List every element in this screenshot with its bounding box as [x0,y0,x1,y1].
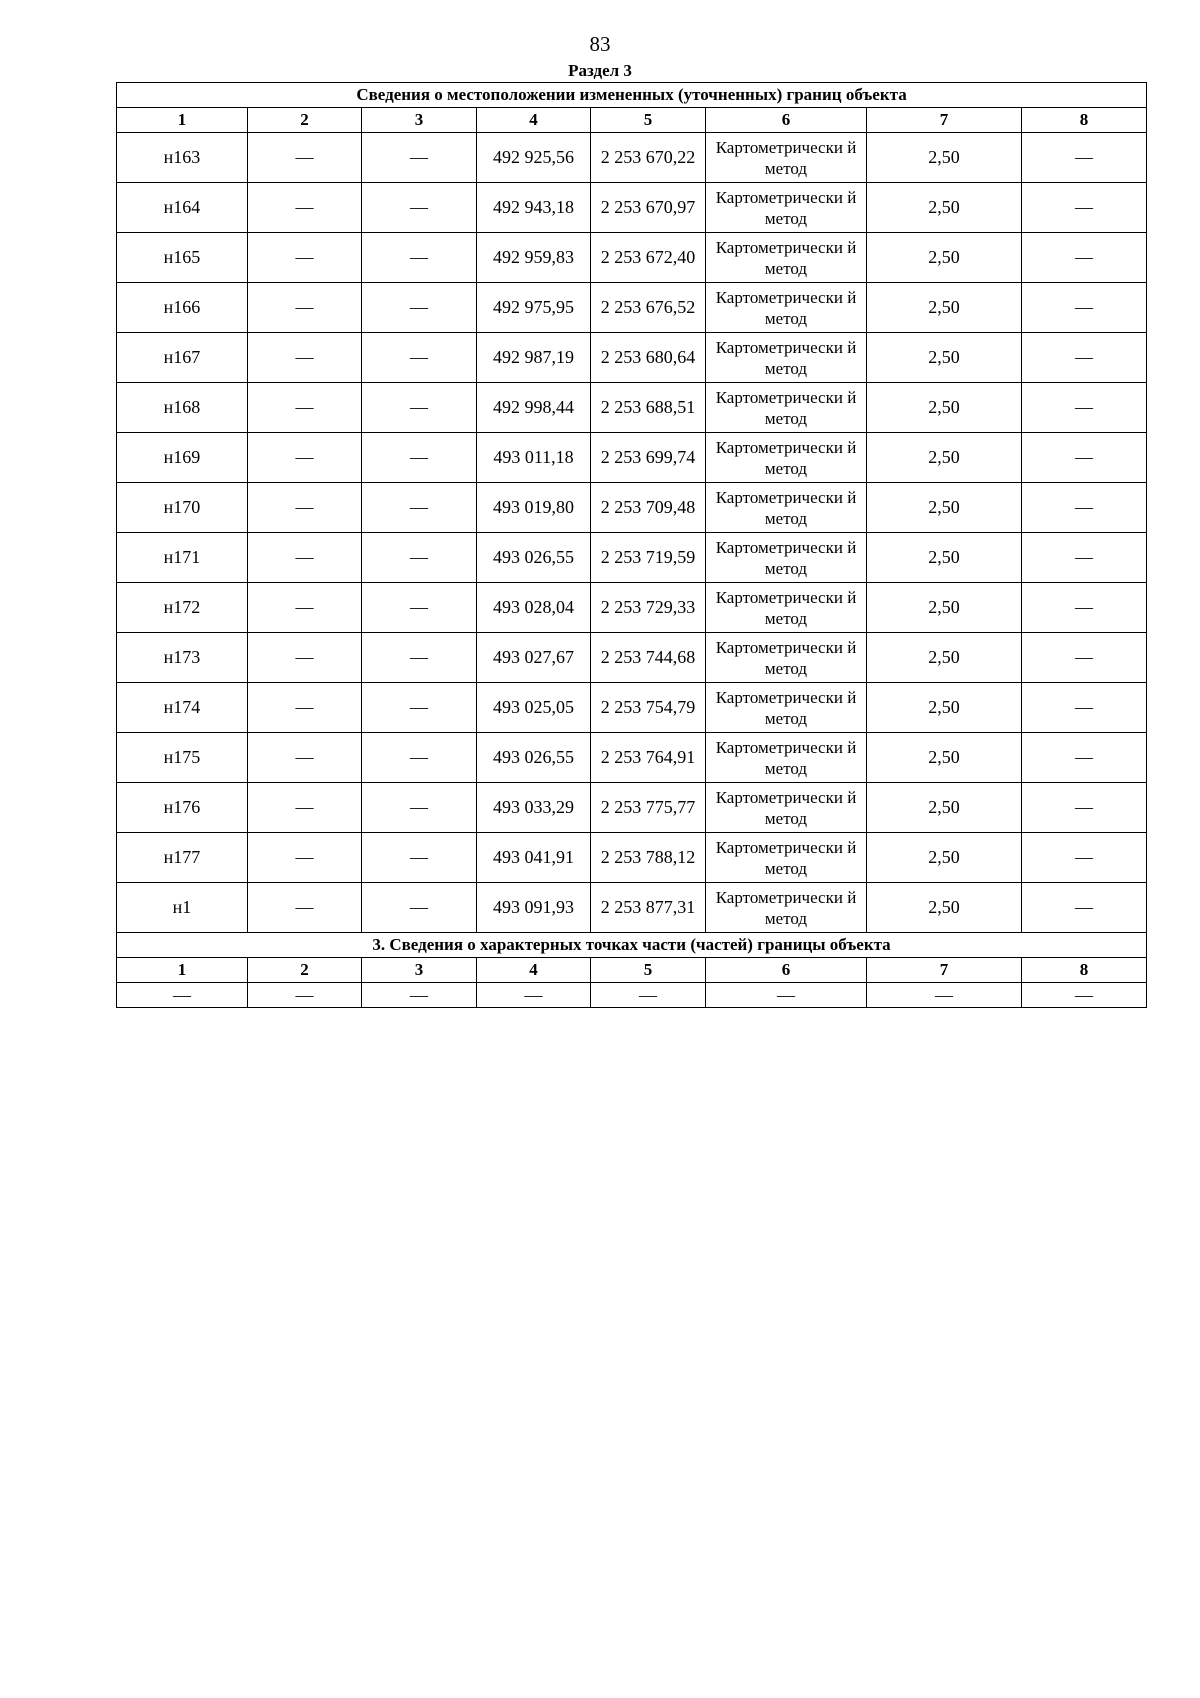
table-cell: — [248,483,362,533]
table-cell: — [248,383,362,433]
table-cell: — [591,983,706,1008]
part-title: 3. Сведения о характерных точках части (частей) границы объекта [117,933,1147,958]
table-cell: 2 253 775,77 [591,783,706,833]
table-cell: — [477,983,591,1008]
column-header: 7 [867,958,1022,983]
column-header: 8 [1022,958,1147,983]
table-cell: — [362,783,477,833]
table-row [117,883,1147,933]
column-header: 5 [591,958,706,983]
table-cell: 2 253 788,12 [591,833,706,883]
table-cell: — [867,983,1022,1008]
table-cell: — [362,833,477,883]
table-cell: — [362,433,477,483]
table-row [117,783,1147,833]
table-cell: 492 925,56 [477,133,591,183]
table-cell: 2,50 [867,133,1022,183]
table-row [117,283,1147,333]
table-row [117,483,1147,533]
table-row [117,183,1147,233]
table-cell: — [362,183,477,233]
table-cell: — [248,433,362,483]
table-cell: 2,50 [867,533,1022,583]
table-row [117,833,1147,883]
page-number: 83 [589,32,611,56]
table-cell: Картометрически й метод [706,633,867,683]
part-header-row [117,958,1147,983]
table-cell: н169 [117,433,248,483]
table-cell: Картометрически й метод [706,583,867,633]
table-cell: 2,50 [867,483,1022,533]
table-cell: — [362,583,477,633]
table-cell: н177 [117,833,248,883]
table-cell: — [248,133,362,183]
table-cell: — [362,283,477,333]
table-cell: н167 [117,333,248,383]
table-cell: 493 019,80 [477,483,591,533]
table-cell: 493 028,04 [477,583,591,633]
column-header: 3 [362,108,477,133]
table-cell: 492 987,19 [477,333,591,383]
table-cell: 2,50 [867,733,1022,783]
column-header: 4 [477,108,591,133]
column-header: 1 [117,108,248,133]
table-cell: 2,50 [867,783,1022,833]
table-cell: 2 253 764,91 [591,733,706,783]
table-row [117,383,1147,433]
table-cell: 493 033,29 [477,783,591,833]
table-cell: 492 943,18 [477,183,591,233]
table-cell: — [1022,133,1147,183]
table-cell: н173 [117,633,248,683]
table-cell: — [1022,783,1147,833]
column-header: 1 [117,958,248,983]
table-cell: 2,50 [867,633,1022,683]
table-title: Сведения о местоположении измененных (уточненных) границ объекта [117,83,1147,108]
column-header: 5 [591,108,706,133]
table-cell: — [1022,733,1147,783]
column-header: 4 [477,958,591,983]
table-cell: — [362,883,477,933]
table-cell: 2,50 [867,183,1022,233]
table-cell: н164 [117,183,248,233]
column-header: 6 [706,108,867,133]
boundary-table [116,82,1147,1008]
table-cell: 2,50 [867,233,1022,283]
table-cell: 493 026,55 [477,533,591,583]
table-cell: — [1022,183,1147,233]
table-cell: — [362,483,477,533]
table-cell: 2,50 [867,383,1022,433]
table-cell: 493 011,18 [477,433,591,483]
table-cell: н172 [117,583,248,633]
table-cell: — [1022,333,1147,383]
table-cell: 493 027,67 [477,633,591,683]
table-cell: 493 025,05 [477,683,591,733]
table-cell: — [362,633,477,683]
table-cell: 492 975,95 [477,283,591,333]
table-row [117,133,1147,183]
table-row [117,683,1147,733]
header-row [117,108,1147,133]
table-cell: 2 253 688,51 [591,383,706,433]
table-cell: — [362,333,477,383]
table-cell: 2 253 670,22 [591,133,706,183]
table-cell: 2 253 729,33 [591,583,706,633]
table-cell: — [1022,883,1147,933]
table-cell: 493 026,55 [477,733,591,783]
column-header: 7 [867,108,1022,133]
table-cell: Картометрически й метод [706,883,867,933]
column-header: 3 [362,958,477,983]
table-cell: 493 091,93 [477,883,591,933]
table-cell: Картометрически й метод [706,283,867,333]
table-cell: — [1022,983,1147,1008]
table-cell: Картометрически й метод [706,683,867,733]
part-title-row [117,933,1147,958]
table-cell: Картометрически й метод [706,183,867,233]
table-cell: 2 253 709,48 [591,483,706,533]
table-cell: н168 [117,383,248,433]
table-cell: 2 253 670,97 [591,183,706,233]
table-cell: 2,50 [867,683,1022,733]
table-cell: — [1022,383,1147,433]
table-cell: — [248,733,362,783]
table-cell: н1 [117,883,248,933]
table-cell: — [362,533,477,583]
table-cell: н176 [117,783,248,833]
table-cell: н175 [117,733,248,783]
table-cell: — [362,383,477,433]
table-cell: — [1022,533,1147,583]
section-title: Раздел 3 [568,61,632,80]
table-cell: — [706,983,867,1008]
table-cell: Картометрически й метод [706,783,867,833]
table-cell: Картометрически й метод [706,833,867,883]
column-header: 8 [1022,108,1147,133]
table-row [117,533,1147,583]
table-cell: 2,50 [867,333,1022,383]
table-row [117,633,1147,683]
table-cell: — [1022,433,1147,483]
table-cell: 2 253 699,74 [591,433,706,483]
table-cell: — [1022,233,1147,283]
table-cell: Картометрически й метод [706,133,867,183]
table-cell: Картометрически й метод [706,383,867,433]
table-cell: Картометрически й метод [706,333,867,383]
table-cell: — [248,533,362,583]
table-cell: — [1022,283,1147,333]
table-cell: 2 253 744,68 [591,633,706,683]
column-header: 2 [248,108,362,133]
table-cell: 493 041,91 [477,833,591,883]
table-cell: Картометрически й метод [706,533,867,583]
table-cell: — [248,583,362,633]
table-cell: 2 253 676,52 [591,283,706,333]
table-cell: — [248,783,362,833]
table-cell: 2,50 [867,883,1022,933]
table-cell: — [248,233,362,283]
table-cell: 2 253 680,64 [591,333,706,383]
table-cell: — [248,883,362,933]
table-cell: — [248,633,362,683]
table-cell: — [248,833,362,883]
table-cell: — [248,333,362,383]
table-row [117,583,1147,633]
table-cell: Картометрически й метод [706,483,867,533]
table-cell: — [248,183,362,233]
table-cell: 2,50 [867,833,1022,883]
table-cell: 2 253 672,40 [591,233,706,283]
table-cell: 2,50 [867,283,1022,333]
table-cell: — [117,983,248,1008]
table-cell: — [248,283,362,333]
table-cell: 492 959,83 [477,233,591,283]
table-cell: — [1022,583,1147,633]
table-cell: — [248,983,362,1008]
table-cell: — [1022,683,1147,733]
table-cell: Картометрически й метод [706,733,867,783]
table-cell: н170 [117,483,248,533]
table-cell: 2 253 719,59 [591,533,706,583]
table-cell: — [1022,633,1147,683]
table-cell: — [1022,483,1147,533]
table-cell: Картометрически й метод [706,433,867,483]
table-cell: 2,50 [867,433,1022,483]
table-cell: 2,50 [867,583,1022,633]
table-cell: Картометрически й метод [706,233,867,283]
part-table-row [117,983,1147,1008]
table-row [117,433,1147,483]
table-cell: — [362,733,477,783]
table-cell: — [248,683,362,733]
table-cell: — [362,233,477,283]
table-cell: — [362,983,477,1008]
table-cell: н174 [117,683,248,733]
table-cell: — [362,683,477,733]
column-header: 2 [248,958,362,983]
table-cell: 492 998,44 [477,383,591,433]
table-cell: н171 [117,533,248,583]
table-cell: — [362,133,477,183]
table-cell: н163 [117,133,248,183]
table-cell: 2 253 877,31 [591,883,706,933]
table-row [117,233,1147,283]
table-row [117,733,1147,783]
table-cell: — [1022,833,1147,883]
table-cell: 2 253 754,79 [591,683,706,733]
table-cell: н165 [117,233,248,283]
table-row [117,333,1147,383]
table-cell: н166 [117,283,248,333]
column-header: 6 [706,958,867,983]
